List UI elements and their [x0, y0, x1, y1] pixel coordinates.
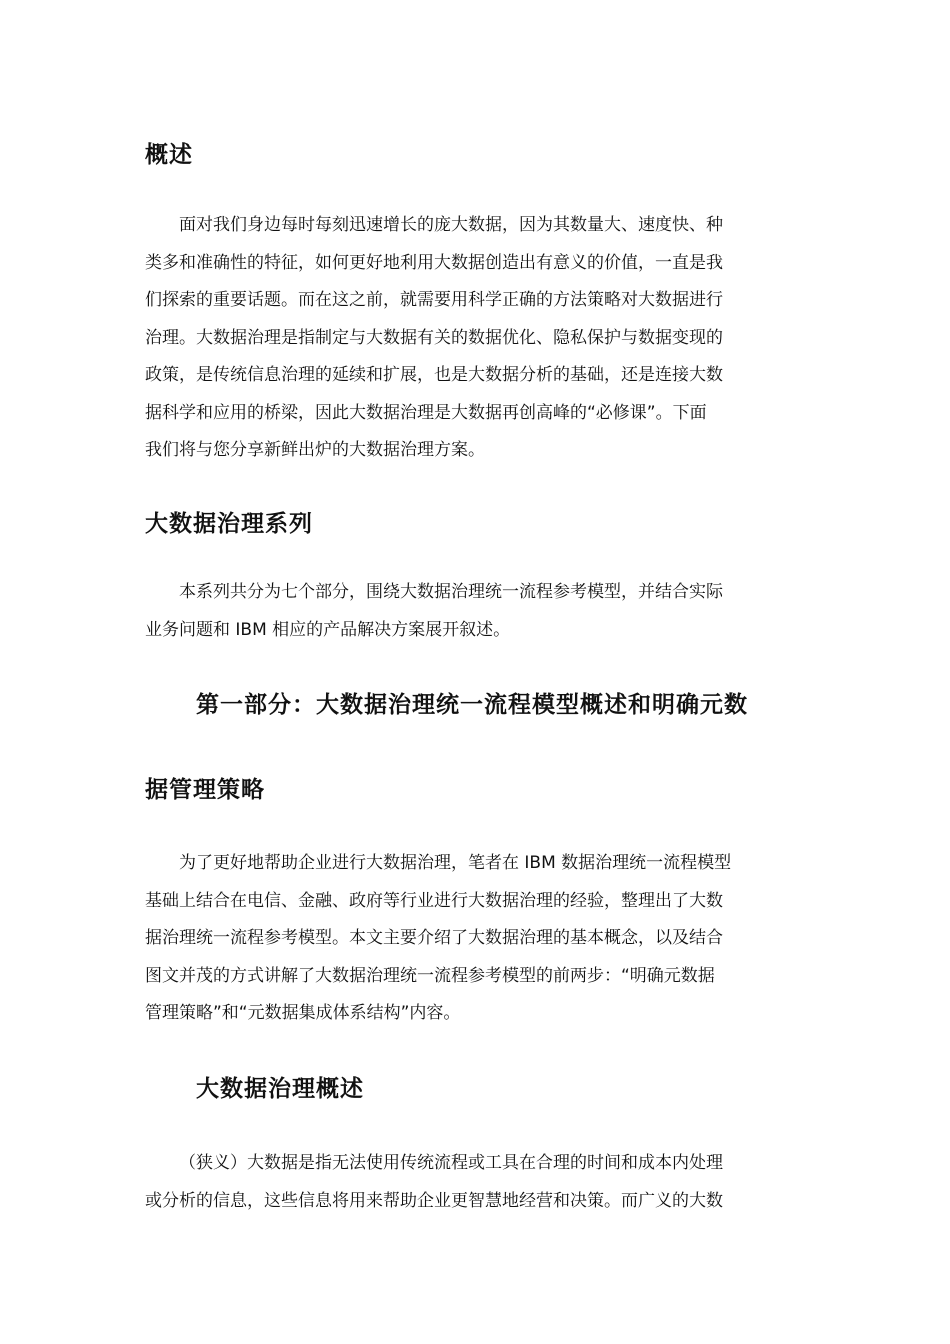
- paragraph-line: 基础上结合在电信、金融、政府等行业进行大数据治理的经验，整理出了大数: [145, 890, 723, 911]
- overview-heading: 概述: [145, 142, 193, 168]
- paragraph-line: 政策，是传统信息治理的延续和扩展，也是大数据分析的基础，还是连接大数: [145, 365, 723, 385]
- paragraph-line: 据治理统一流程参考模型。本文主要介绍了大数据治理的基本概念，以及结合: [145, 928, 723, 948]
- paragraph-line: 面对我们身边每时每刻迅速增长的庞大数据，因为其数量大、速度快、种: [179, 215, 723, 235]
- overview-paragraph: [145, 207, 807, 470]
- bigdata-overview-paragraph: [145, 1145, 807, 1220]
- paragraph-line: 为了更好地帮助企业进行大数据治理，笔者在 IBM 数据治理统一流程模型: [179, 853, 732, 873]
- paragraph-line: 本系列共分为七个部分，围绕大数据治理统一流程参考模型，并结合实际: [179, 582, 723, 602]
- series-paragraph: [145, 574, 807, 649]
- paragraph-line: 们探索的重要话题。而在这之前，就需要用科学正确的方法策略对大数据进行: [145, 290, 723, 310]
- paragraph-line: 据科学和应用的桥梁，因此大数据治理是大数据再创高峰的“必修课”。下面: [145, 402, 707, 423]
- paragraph-line: 类多和准确性的特征，如何更好地利用大数据创造出有意义的价值，一直是我: [145, 252, 723, 273]
- part1-heading-line2: 据管理策略: [145, 777, 265, 803]
- paragraph-line: 图文并茂的方式讲解了大数据治理统一流程参考模型的前两步：“明确元数据: [145, 965, 715, 986]
- paragraph-line: 我们将与您分享新鲜出炉的大数据治理方案。: [145, 440, 485, 460]
- part1-heading-line1: 第一部分：大数据治理统一流程模型概述和明确元数: [196, 692, 748, 718]
- paragraph-line: 或分析的信息，这些信息将用来帮助企业更智慧地经营和决策。而广义的大数: [145, 1190, 723, 1211]
- paragraph-line: （狭义）大数据是指无法使用传统流程或工具在合理的时间和成本内处理: [179, 1153, 723, 1173]
- bigdata-overview-heading: 大数据治理概述: [196, 1076, 364, 1102]
- series-heading: 大数据治理系列: [145, 511, 313, 537]
- paragraph-line: 治理。大数据治理是指制定与大数据有关的数据优化、隐私保护与数据变现的: [145, 327, 723, 348]
- part1-paragraph: [145, 845, 807, 1033]
- paragraph-line: 管理策略”和“元数据集成体系结构”内容。: [145, 1003, 461, 1023]
- paragraph-line: 业务问题和 IBM 相应的产品解决方案展开叙述。: [145, 619, 511, 640]
